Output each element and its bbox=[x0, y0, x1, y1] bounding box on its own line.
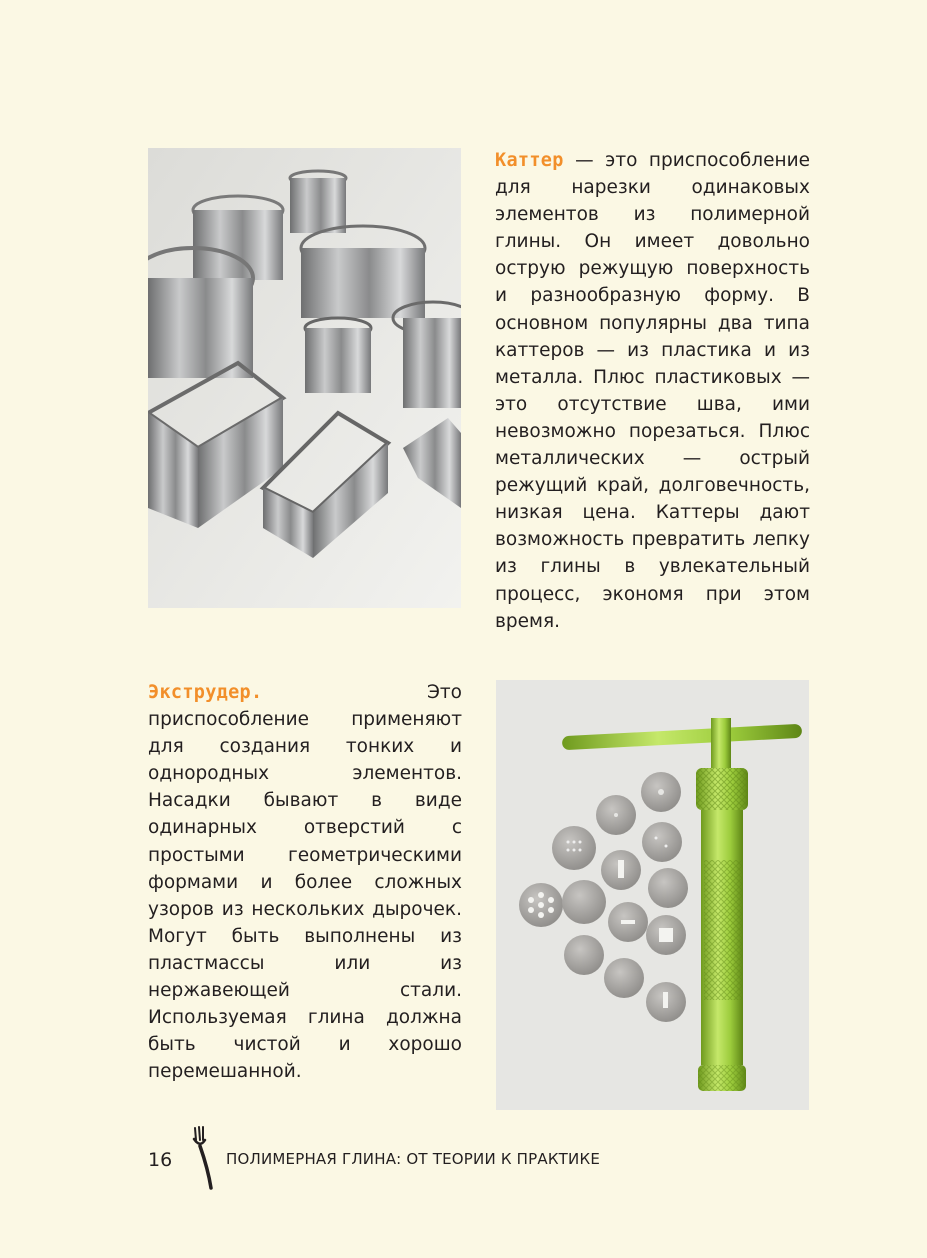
fork-icon bbox=[186, 1124, 220, 1192]
extruder-paragraph bbox=[148, 679, 462, 1085]
extruder-description: Это приспособление применяют для создания тонких и однородных элементов. Насадки бывают в виде одинарных отверстий с простыми геометрическими формами и более сложных узоров из нескольких дырочек. Могут быть выполнены из пластмассы или из нержавеющей стали. Используемая глина должна быть чистой и хорошо перемешанной. bbox=[148, 682, 462, 1083]
extruder-term: Экструдер. bbox=[148, 682, 263, 703]
cutter-paragraph bbox=[495, 147, 810, 635]
running-title: ПОЛИМЕРНАЯ ГЛИНА: ОТ ТЕОРИИ К ПРАКТИКЕ bbox=[226, 1150, 600, 1168]
photo-metal-cutters bbox=[148, 148, 461, 608]
cutter-description: — это приспособление для нарезки одинаковых элементов из полимерной глины. Он имеет довольно острую режущую поверхность и разнообразную форму. В основном популярны два типа каттеров — из пластика и из металла. Плюс пластиковых — это отсутствие шва, ими невозможно порезаться. Плюс металлических — острый режущий край, долговечность, низкая цена. Каттеры дают возможность превратить лепку из глины в увлекательный процесс, экономя при этом время. bbox=[495, 150, 810, 632]
cutter-term: Каттер bbox=[495, 150, 564, 171]
page-number: 16 bbox=[148, 1149, 173, 1171]
photo-clay-extruder bbox=[496, 680, 809, 1110]
